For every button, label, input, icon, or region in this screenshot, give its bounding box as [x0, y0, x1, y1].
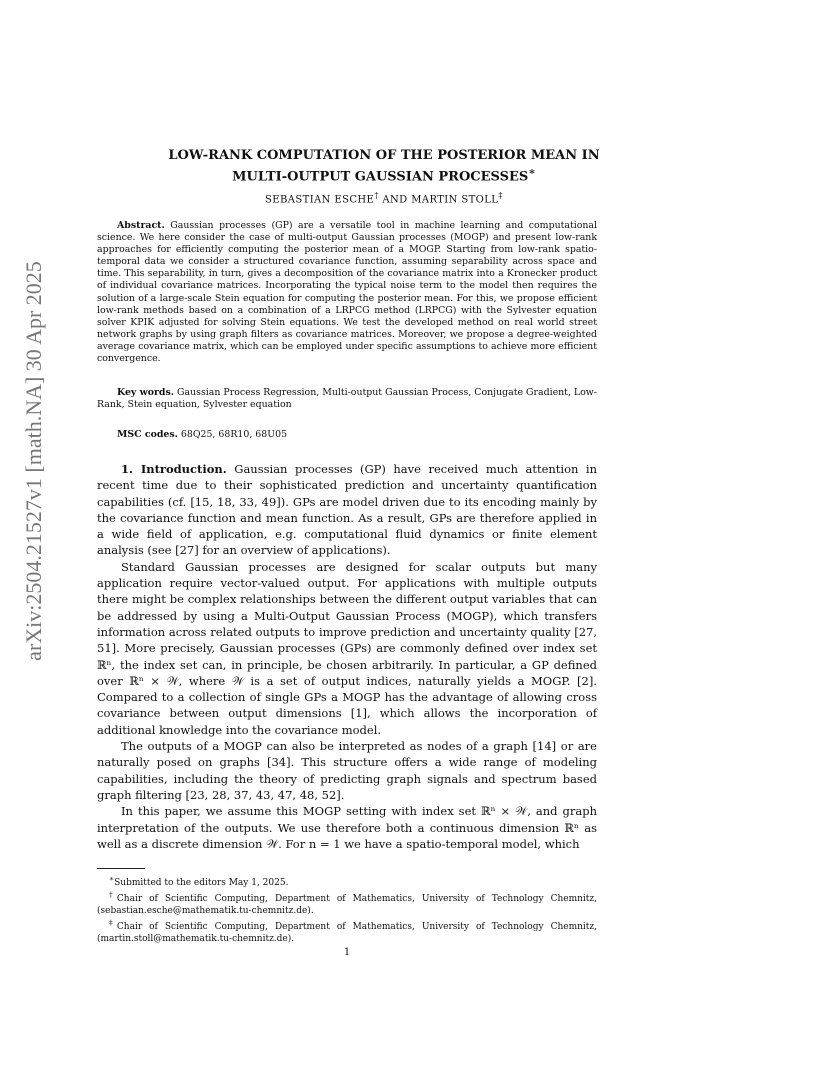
keywords-label: Key words.: [117, 387, 175, 398]
title-line-2: MULTI-OUTPUT GAUSSIAN PROCESSES: [232, 169, 529, 185]
keywords-text: Gaussian Process Regression, Multi-output Gaussian Process, Conjugate Gradient, Low-Rank, Stein equation, Sylvester equation: [97, 387, 597, 411]
intro-paragraph-4: In this paper, we assume this MOGP setting with index set ℝⁿ × 𝒲, and graph interpretation of the outputs. We use therefore both a continuous dimension ℝⁿ as well as a discrete dimension 𝒲. For n = 1 we have a spatio-temporal model, which: [97, 804, 597, 851]
author-1: SEBASTIAN ESCHE: [265, 194, 375, 206]
intro-paragraph-2: Standard Gaussian processes are designed for scalar outputs but many application require vector-valued output. For applications with multiple outputs there might be complex relationships between the different output variables that can be addressed by using a Multi-Output Gaussian Process (MOGP), which transfers information across related outputs to improve prediction and uncertainty quality [27, 51]. More precisely, Gaussian processes (GPs) are commonly defined over index set ℝⁿ, the index set can, in principle, be chosen arbitrarily. In particular, a GP defined over ℝⁿ × 𝒲, where 𝒲 is a set of output indices, naturally yields a MOGP. [2]. Compared to a collection of single GPs a MOGP has the advantage of allowing cross covariance between output dimensions [1], which allows the incorporation of additional knowledge into the covariance model.: [97, 559, 597, 737]
author-and: AND: [382, 194, 408, 206]
intro-paragraph-1: [97, 461, 597, 559]
footnote-3: [97, 917, 597, 945]
title-footnote-mark: ∗: [528, 165, 536, 178]
arxiv-sidebar-stamp: [14, 262, 54, 660]
author-line: [97, 190, 671, 205]
footnote-2: [97, 889, 597, 917]
paper-title: [97, 148, 671, 185]
msc-label: MSC codes.: [117, 429, 178, 440]
msc-codes: [97, 429, 597, 441]
abstract-label: Abstract.: [117, 220, 165, 231]
footnote-1: [97, 873, 597, 889]
msc-text: 68Q25, 68R10, 68U05: [180, 429, 288, 440]
footnote-1-text: Submitted to the editors May 1, 2025.: [114, 878, 289, 888]
intro-paragraph-3: The outputs of a MOGP can also be interpreted as nodes of a graph [14] or are naturally posed on graphs [34]. This structure offers a wide range of modeling capabilities, including the theory of predicting graph signals and spectrum based graph filtering [23, 28, 37, 43, 47, 48, 52].: [97, 739, 597, 802]
introduction-section: [97, 461, 597, 852]
abstract-text: Gaussian processes (GP) are a versatile tool in machine learning and computational science. We here consider the case of multi-output Gaussian processes (MOGP) and present low-rank approaches for efficiently computing the posterior mean of a MOGP. Starting from low-rank spatio-temporal data we consider a structured covariance function, assuming separability across space and time. This separability, in turn, gives a decomposition of the covariance matrix into a Kronecker product of individual covariance matrices. Incorporating the typical noise term to the model then requires the solution of a large-scale Stein equation for computing the posterior mean. For this, we propose efficient low-rank methods based on a combination of a LRPCG method (LRPCG) with the Sylvester equation solver KPIK adjusted for solving Stein equations. We test the developed method on real world street network graphs by using graph filters as covariance matrices. Moreover, we propose a degree-weighted average covariance matrix, which can be employed under specific assumptions to achieve more efficient convergence.: [97, 220, 597, 365]
title-line-1: LOW-RANK COMPUTATION OF THE POSTERIOR MEAN IN: [168, 148, 600, 163]
author-2-mark: ‡: [498, 190, 503, 200]
author-2: MARTIN STOLL: [411, 194, 499, 206]
author-1-mark: †: [374, 190, 379, 200]
footnotes: [97, 873, 597, 945]
footnote-rule: [97, 868, 145, 869]
footnote-2-text: Chair of Scientific Computing, Department of Mathematics, University of Technology Chemnitz, (sebastian.esche@mathematik.tu-chemnitz.de).: [97, 894, 598, 916]
footnote-2-mark: †: [109, 890, 117, 899]
footnote-3-mark: ‡: [109, 918, 117, 927]
arxiv-identifier: arXiv:2504.21527v1 [math.NA] 30 Apr 2025: [21, 261, 46, 661]
footnote-3-text: Chair of Scientific Computing, Department of Mathematics, University of Technology Chemnitz, (martin.stoll@mathematik.tu-chemnitz.de).: [97, 922, 598, 944]
keywords: [97, 387, 597, 411]
footnote-1-mark: ∗: [109, 874, 115, 883]
section-heading: 1. Introduction.: [121, 462, 227, 476]
intro-p1-text: Gaussian processes (GP) have received much attention in recent time due to their sophisticated prediction and uncertainty quantification capabilities (cf. [15, 18, 33, 49]). GPs are model driven due to its encoding mainly by the covariance function and mean function. As a result, GPs are therefore applied in a wide field of application, e.g. computational fluid dynamics or finite element analysis (see [27] for an overview of applications).: [97, 462, 598, 558]
abstract: [97, 220, 597, 365]
page-number: 1: [343, 947, 351, 958]
